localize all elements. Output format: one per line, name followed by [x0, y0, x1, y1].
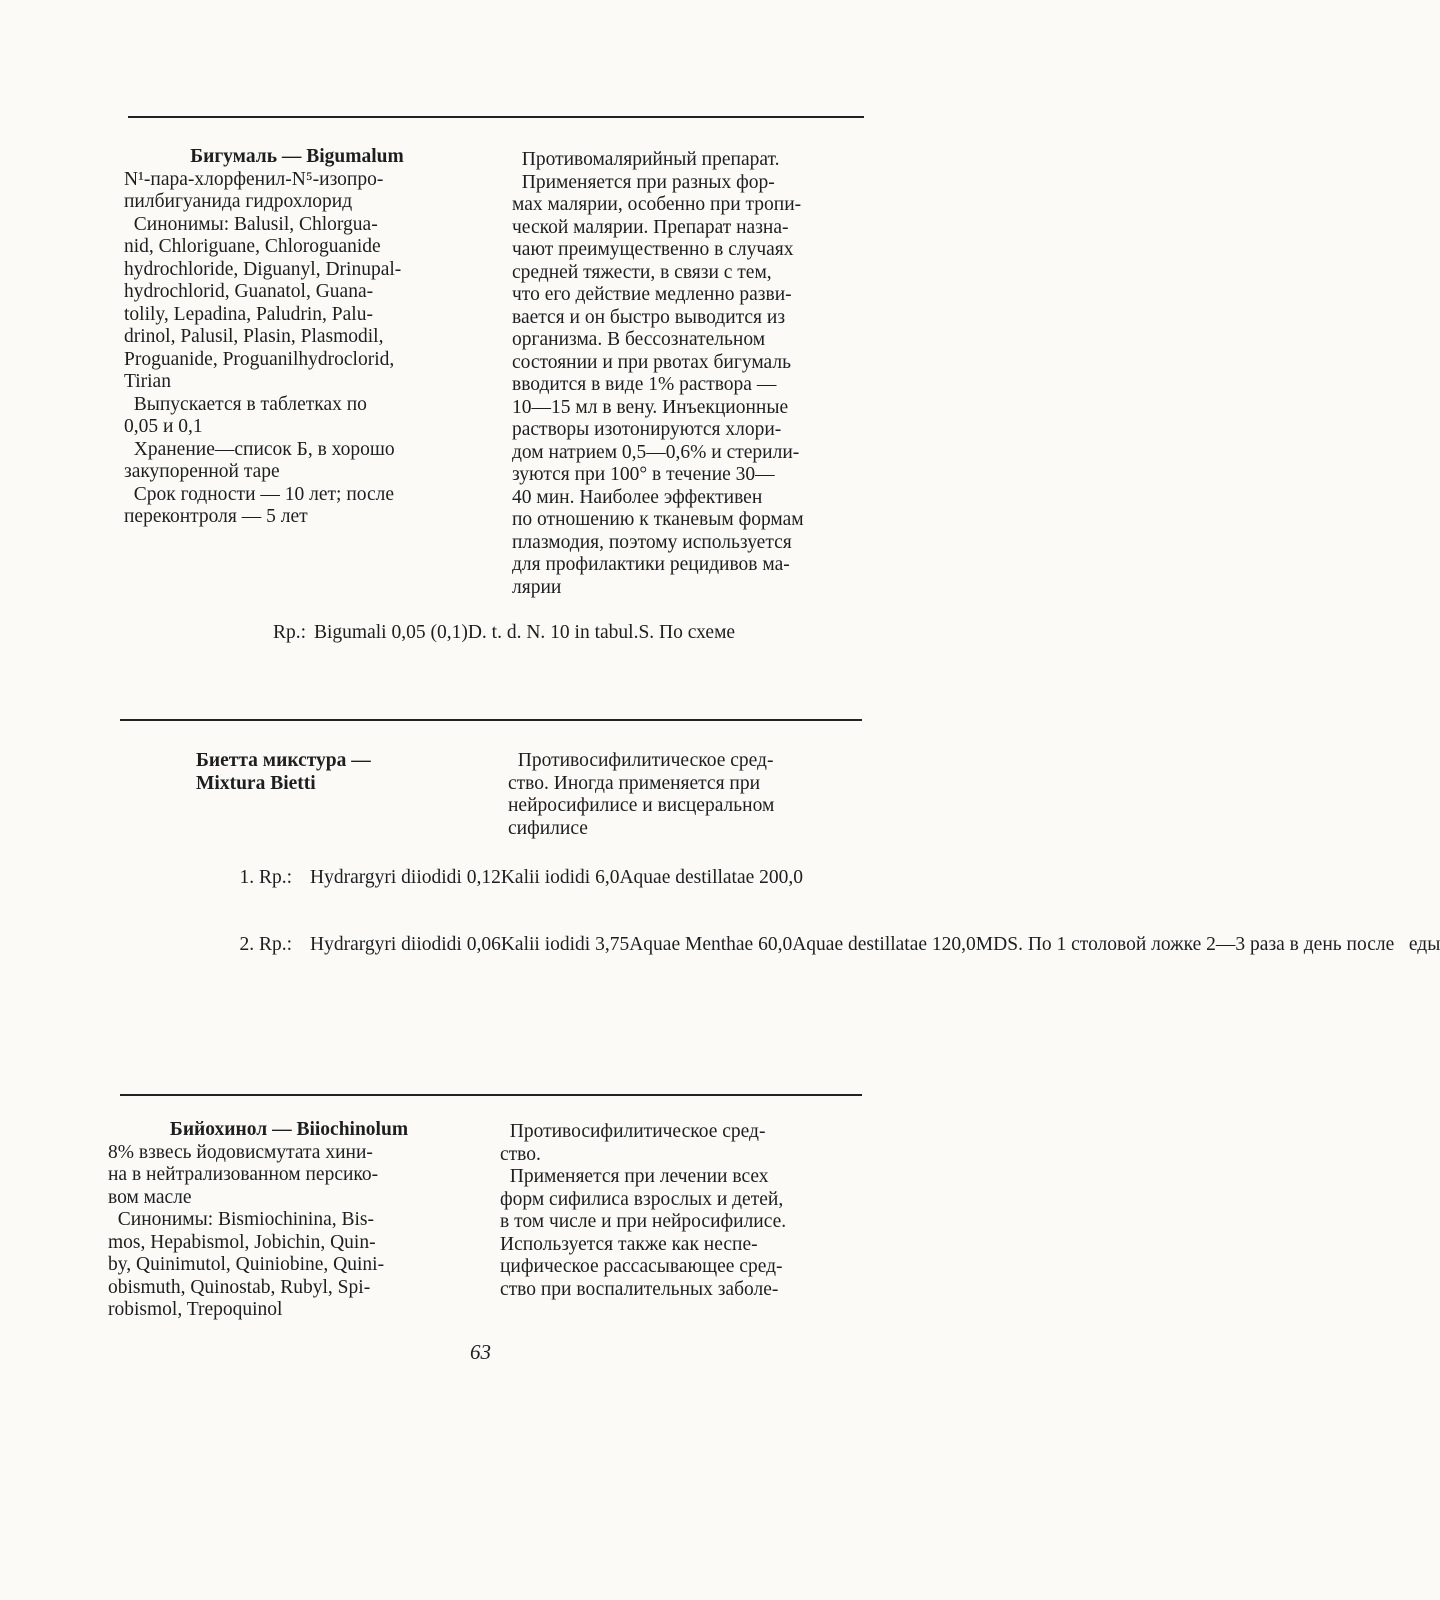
bigumal-right-line: растворы изотонируются хлори- — [512, 419, 782, 440]
bigumal-right-line: для профилактики рецидивов ма- — [512, 554, 790, 575]
bigumal-right-line: организма. В бессознательном — [512, 329, 766, 350]
bigumal-left-column — [124, 146, 478, 529]
bigumal-left-line: Proguanide, Proguanilhydroclorid, — [124, 348, 395, 370]
bigumal-left-line: 0,05 и 0,1 — [124, 416, 203, 437]
bigumal-right-line: Противомалярийный препарат. — [512, 149, 780, 170]
bigumal-left-line: Срок годности — 10 лет; после — [124, 483, 395, 505]
bietti-recipe-2 — [196, 934, 1440, 1070]
middle-rule-2 — [120, 1094, 862, 1096]
bigumal-left-line: hydrochloride, Diguanyl, Drinupal- — [124, 258, 402, 280]
biiochinol-left-line: Синонимы: Bismiochinina, Bis- — [108, 1209, 374, 1230]
biiochinol-left-line: robismol, Trepoquinol — [108, 1299, 283, 1320]
bietti-recipe-1-line: Aquae destillatae 200,0 — [619, 867, 804, 888]
bietti-right-line: ство. Иногда применяется при — [508, 772, 761, 794]
bigumal-left-line: hydrochlorid, Guanatol, Guana- — [124, 281, 374, 302]
page-number: 63 — [470, 1340, 491, 1364]
biiochinol-left-line: вом масле — [108, 1186, 192, 1208]
bietti-recipe-1-line: Hydrargyri diiodidi 0,12 — [310, 867, 501, 888]
bigumal-left-line: nid, Chloriguane, Chloroguanide — [124, 236, 381, 257]
biiochinol-right-line: форм сифилиса взрослых и детей, — [500, 1188, 784, 1210]
bigumal-right-line: средней тяжести, в связи с тем, — [512, 261, 772, 283]
bigumal-left-line: Синонимы: Balusil, Chlorgua- — [124, 213, 378, 235]
bigumal-left-line: tolily, Lepadina, Paludrin, Palu- — [124, 303, 373, 325]
bigumal-right-line: дом натрием 0,5—0,6% и стерили- — [512, 441, 800, 463]
bigumal-right-line: 10—15 мл в вену. Инъекционные — [512, 396, 789, 418]
bietti-right-line: Противосифилитическое сред- — [508, 750, 774, 771]
bietti-recipe-2-line: Hydrargyri diiodidi 0,06 — [310, 934, 501, 955]
bigumal-right-line: мах малярии, особенно при тропи- — [512, 194, 802, 215]
biiochinol-right-line: Противосифилитическое сред- — [500, 1121, 766, 1142]
bigumal-left-line: N¹-пара-хлорфенил-N⁵-изопро- — [124, 168, 384, 190]
bigumal-right-line: по отношению к тканевым формам — [512, 509, 804, 530]
bietti-recipe-1-line: Kalii iodidi 6,0 — [500, 867, 620, 888]
recipe-2-label: 2. Rp.: — [239, 934, 292, 955]
bigumal-right-line: чают преимущественно в случаях — [512, 239, 794, 260]
bigumal-right-column — [512, 149, 866, 599]
bigumal-right-line: лярии — [512, 576, 562, 598]
bigumal-recipe-line: D. t. d. N. 10 in tabul. — [467, 622, 639, 643]
bigumal-recipe — [258, 622, 736, 690]
recipe-label: Rp.: — [272, 622, 306, 643]
biiochinol-right-line: цифическое рассасывающее сред- — [500, 1256, 783, 1277]
bietti-title-line-2: Mixtura Bietti — [196, 772, 316, 794]
bigumal-right-line: ческой малярии. Препарат назна- — [512, 216, 789, 238]
bigumal-recipe-line: Bigumali 0,05 (0,1) — [314, 622, 468, 643]
bigumal-title: Бигумаль — Bigumalum — [190, 146, 404, 167]
bigumal-right-line: что его действие медленно разви- — [512, 284, 792, 305]
biiochinol-title: Бийохинол — Biiochinolum — [169, 1119, 409, 1140]
bigumal-right-line: вается и он быстро выводится из — [512, 306, 786, 328]
biiochinol-right-line: в том числе и при нейросифилисе. — [500, 1211, 787, 1232]
bietti-recipe-2-line: еды — [1394, 934, 1440, 955]
biiochinol-left-line: obismuth, Quinostab, Rubyl, Spi- — [108, 1276, 371, 1298]
bigumal-left-line: переконтроля — 5 лет — [124, 506, 308, 527]
bigumal-left-line: пилбигуанида гидрохлорид — [124, 191, 353, 212]
biiochinol-right-line: ство. — [500, 1143, 541, 1165]
bigumal-right-line: зуются при 100° в течение 30— — [512, 464, 775, 485]
bigumal-right-line: вводится в виде 1% раствора — — [512, 374, 777, 395]
recipe-1-label: 1. Rp.: — [239, 867, 292, 888]
bigumal-left-line: закупоренной таре — [124, 461, 280, 482]
biiochinol-left-line: mos, Hepabismol, Jobichin, Quin- — [108, 1231, 376, 1253]
top-rule — [128, 116, 864, 118]
bietti-right-line: сифилисе — [508, 817, 588, 839]
bietti-recipe-2-line: Aquae destillatae 120,0 — [792, 934, 976, 955]
biiochinol-right-line: Используется также как неспе- — [500, 1233, 758, 1255]
bigumal-right-line: 40 мин. Наиболее эффективен — [512, 486, 763, 508]
biiochinol-left-line: by, Quinimutol, Quiniobine, Quini- — [108, 1254, 385, 1275]
biiochinol-right-line: Применяется при лечении всех — [500, 1166, 769, 1187]
bietti-right-line: нейросифилисе и висцеральном — [508, 795, 775, 816]
bigumal-right-line: плазмодия, поэтому используется — [512, 531, 792, 553]
bigumal-left-line: Хранение—список Б, в хорошо — [124, 438, 395, 460]
bietti-title-block — [196, 750, 436, 795]
bietti-recipe-2-line: Kalii iodidi 3,75 — [500, 934, 630, 955]
bietti-right-column — [508, 750, 862, 840]
bigumal-right-line: Применяется при разных фор- — [512, 171, 775, 193]
bigumal-left-line: drinol, Palusil, Plasin, Plasmodil, — [124, 326, 384, 347]
bietti-title-line-1: Биетта микстура — — [196, 750, 371, 771]
bietti-recipe-1 — [196, 867, 804, 935]
biiochinol-left-column — [108, 1119, 470, 1322]
bigumal-left-line: Tirian — [124, 371, 171, 392]
bietti-recipe-2-line: MDS. По 1 столовой ложке 2—3 раза в день после — [975, 934, 1395, 955]
biiochinol-left-line: 8% взвесь йодовисмутата хини- — [108, 1141, 373, 1163]
bigumal-right-line: состоянии и при рвотах бигумаль — [512, 351, 792, 373]
bigumal-recipe-line: S. По схеме — [638, 622, 736, 643]
biiochinol-left-line: на в нейтрализованном персико- — [108, 1164, 379, 1185]
middle-rule-1 — [120, 719, 862, 721]
biiochinol-right-column — [500, 1121, 852, 1301]
biiochinol-right-line: ство при воспалительных заболе- — [500, 1278, 779, 1300]
bigumal-left-line: Выпускается в таблетках по — [124, 393, 367, 415]
bietti-recipe-2-line: Aquae Menthae 60,0 — [629, 934, 793, 955]
